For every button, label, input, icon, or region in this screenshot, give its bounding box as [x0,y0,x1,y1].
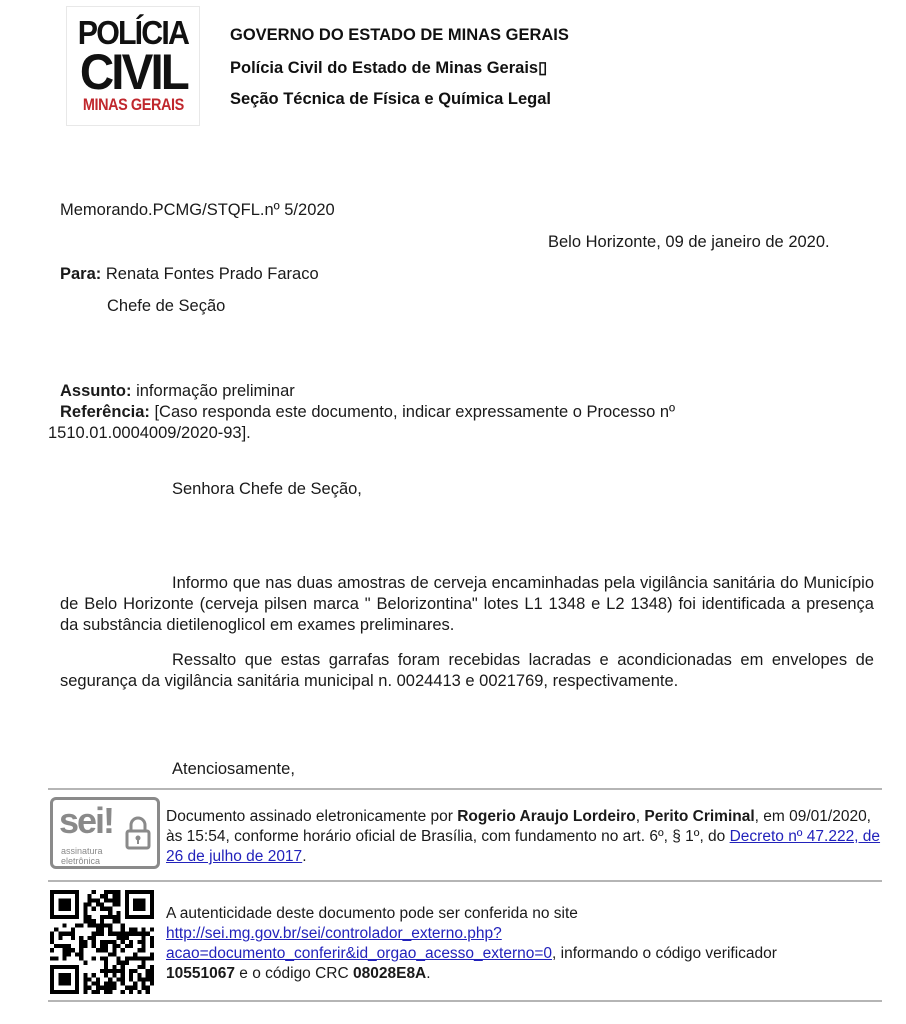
recipient-name: Renata Fontes Prado Faraco [105,265,319,283]
sei-sub-1: assinatura [61,846,103,856]
policia-civil-logo [66,6,200,126]
signer-name: Rogerio Araujo Lordeiro [457,808,636,825]
divider-top [48,788,882,790]
decree-link[interactable]: Decreto nº 47.222, de 26 de julho de 2017 [166,828,881,865]
authenticity-prefix: A autenticidade deste documento pode ser conferida no site [166,905,578,922]
authenticity-end: . [426,965,431,982]
authenticity-statement [166,904,882,984]
signature-prefix: Documento assinado eletronicamente por [166,808,458,825]
sei-signature-badge [50,797,160,869]
signature-end: . [302,848,307,865]
paragraph-1-text: Informo que nas duas amostras de cerveja encaminhadas pela vigilância sanitária do Município de Belo Horizonte (cerveja pilsen marca " Belorizontina" lotes L1 1348 e L2 1348) foi identificada a presença da substância dietilenoglicol em exames preliminares. [60,574,874,634]
crc-label: e o código CRC [234,965,353,982]
subject-label: Assunto: [60,382,132,400]
verification-link[interactable] [166,925,552,962]
subject-text: informação preliminar [136,382,295,400]
closing: Atenciosamente, [172,760,295,778]
greeting: Senhora Chefe de Seção, [172,480,362,498]
verification-link-line-1[interactable]: http://sei.mg.gov.br/sei/controlador_externo.php? [166,925,502,942]
reference-process-number: 1510.01.0004009/2020-93]. [48,424,251,442]
sei-logo-text: sei! [59,800,114,841]
paragraph-2-text: Ressalto que estas garrafas foram recebidas lacradas e acondicionadas em envelopes de segurança da vigilância sanitária municipal n. 0024413 e 0021769, respectivamente. [60,651,874,690]
reference-label: Referência: [60,403,150,421]
recipient-role: Chefe de Seção [107,297,226,315]
reference-text: [Caso responda este documento, indicar expressamente o Processo nº [154,403,676,421]
logo-line-3: MINAS GERAIS [82,95,184,114]
qr-code-icon [50,890,154,994]
body-paragraph-2 [60,650,874,692]
header-agency: Polícia Civil do Estado de Minas Gerais▯ [230,59,548,77]
logo-line-1: POLÍCIA [77,14,189,51]
signature-sep: , [635,808,645,825]
divider-bottom [48,1000,882,1002]
memo-date: Belo Horizonte, 09 de janeiro de 2020. [548,233,830,251]
crc-code: 08028E8A [353,965,427,982]
memo-number: Memorando.PCMG/STQFL.nº 5/2020 [60,201,335,219]
signer-role: Perito Criminal [644,808,755,825]
body-paragraph-1 [60,573,874,636]
authenticity-middle: , informando o código verificador [552,945,777,962]
padlock-icon [125,816,151,850]
sei-sub-2: eletrônica [61,856,101,866]
reference-line [60,403,675,422]
header-section: Seção Técnica de Física e Química Legal [230,90,551,108]
logo-line-2: CIVIL [79,44,187,100]
to-label: Para: [60,265,102,283]
verifier-code: 10551067 [166,965,235,982]
subject-line [60,382,295,401]
recipient-line [60,265,319,284]
divider-middle [48,880,882,882]
header-government: GOVERNO DO ESTADO DE MINAS GERAIS [230,26,569,44]
signature-middle: , em 09/01/2020, às 15:54, conforme horário oficial de Brasília, com fundamento no art. 6º, § 1º, do [166,808,871,845]
verification-link-line-2[interactable]: acao=documento_conferir&id_orgao_acesso_externo=0 [166,945,553,962]
signature-statement [166,807,882,867]
